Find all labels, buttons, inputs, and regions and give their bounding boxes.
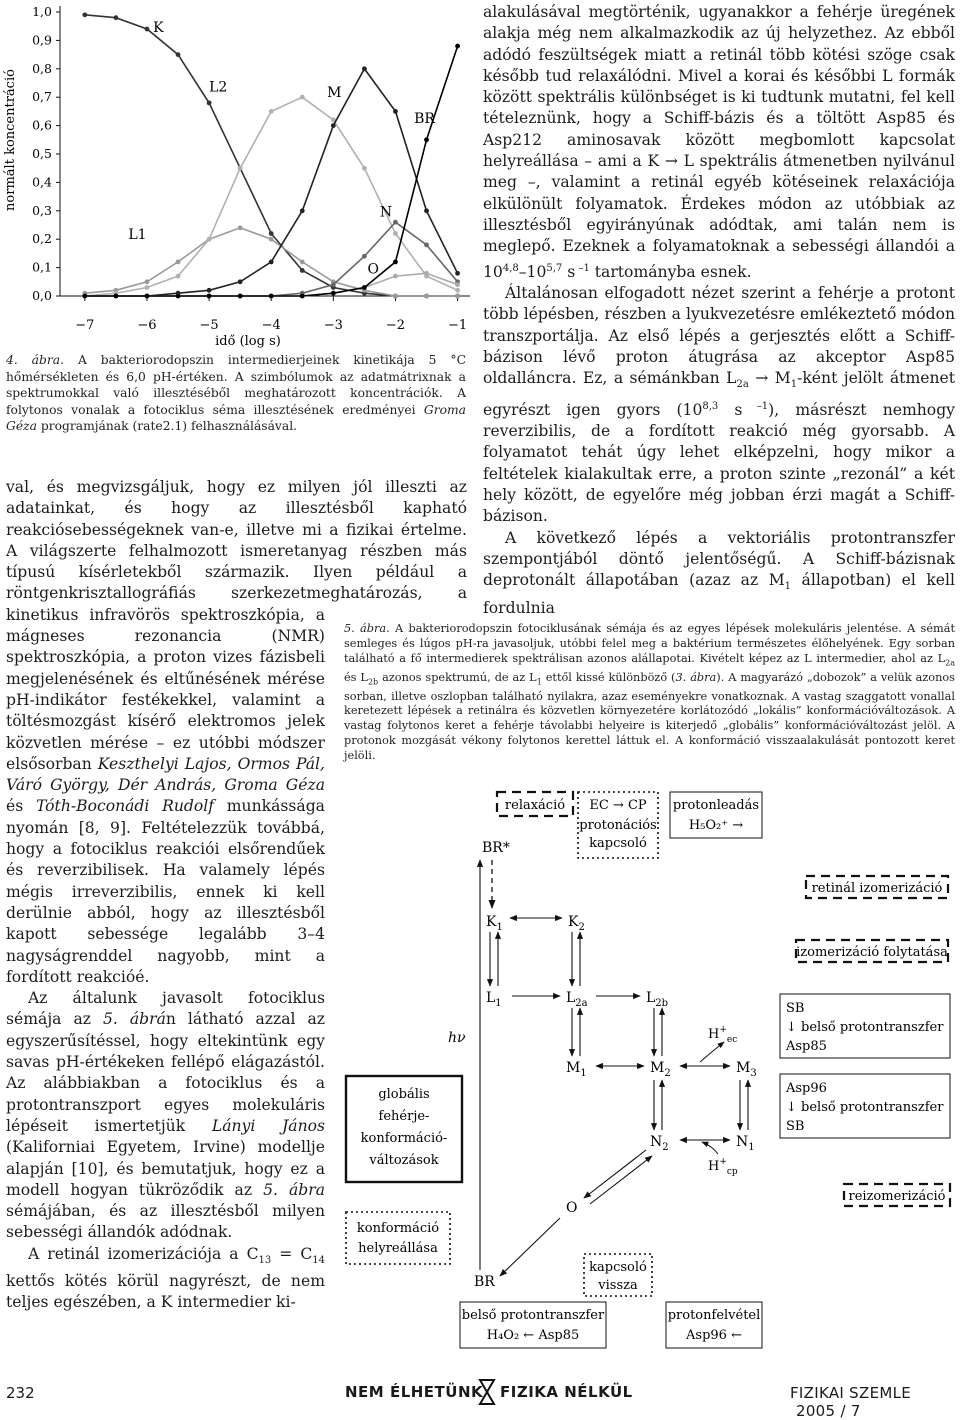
box-protonfelvetel-label: protonfelvétel	[667, 1308, 761, 1323]
chart-y-tick-label: 0,4	[32, 174, 52, 190]
chart-y-tick-label: 0,1	[32, 259, 52, 275]
chart-y-tick-label: 0,7	[32, 89, 52, 105]
svg-text:K2: $K_2$	[568, 914, 585, 933]
figure4-caption-number: 4. ábra.	[6, 353, 64, 367]
chart-point-BR	[114, 294, 119, 299]
chart-point-M	[362, 66, 367, 71]
chart-point-K	[82, 12, 87, 17]
journal-issue: 2005 / 7	[796, 1402, 861, 1420]
state-l2a	[566, 990, 588, 1009]
konf-text-line: helyreállása	[358, 1241, 438, 1256]
state-br: BR	[474, 1274, 495, 1290]
chart-point-BR	[145, 294, 150, 299]
chart-point-L1	[269, 237, 274, 242]
photocycle-scheme	[340, 780, 960, 1360]
figure4-caption-author: Groma Géza	[6, 402, 466, 433]
chart-y-axis-label: normált koncentráció	[3, 69, 18, 211]
box-belso3-label: belső protontranszfer	[461, 1308, 605, 1323]
figure5-caption-number: 5. ábra.	[344, 622, 390, 635]
state-n1	[736, 1134, 755, 1153]
state-br-star: BR*	[482, 840, 510, 856]
chart-point-L1	[176, 260, 181, 265]
glob-text-line: konformáció-	[360, 1131, 448, 1146]
box-ec-cp-label: EC → CP	[589, 798, 647, 813]
chart-point-O	[424, 271, 429, 276]
box-konformacio-label	[357, 1221, 439, 1256]
chart-series-label-M: M	[327, 85, 342, 102]
svg-text:L2b: $L_{2b}$	[646, 990, 669, 1009]
chart-point-K	[176, 52, 181, 57]
left-p2-b: n látható azzal az egyszerűsítéssel, hogy eltekintünk egy savas pH-értékeken fellépő elágazástól. Az alábbiakban a fotociklus és a protontranszport egyes molekuláris lépéseit ismertetjük	[6, 1010, 326, 1135]
chart-point-O	[455, 282, 460, 287]
left-p2-a: Az általunk javasolt fotociklus sémája az	[6, 989, 325, 1029]
left-p2-c: (Kaliforniai Egyetem, Irvine) modellje alapján [10], és bemutatjuk, hogy ez a modell hogyan tükröződik az	[6, 1138, 325, 1199]
chart-point-BR	[82, 294, 87, 299]
chart-y-tick-label: 0,0	[32, 288, 52, 303]
box-protonacios-label: protonációs	[579, 818, 657, 833]
chart-point-L2	[455, 288, 460, 293]
box-kapcsolo-label: kapcsoló	[589, 836, 647, 851]
chart-series-label-K: K	[153, 19, 164, 36]
chart-point-BR	[393, 260, 398, 265]
box-h4o2-label: H₄O₂ ← Asp85	[486, 1328, 580, 1343]
box-reizomerizacio-label: reizomerizáció	[848, 1189, 946, 1204]
box-retinal-izomerizacio-label: retinál izomerizáció	[811, 881, 943, 896]
state-m2	[650, 1060, 671, 1079]
chart-series-label-BR: BR	[414, 110, 435, 127]
box-kapcsolo-vissza-label	[589, 1260, 647, 1293]
chart-point-K	[114, 15, 119, 20]
chart-point-M	[300, 208, 305, 213]
box-sb2-label: SB	[786, 1119, 805, 1134]
box-asp85-label: Asp85	[786, 1039, 827, 1054]
chart-point-L2	[207, 237, 212, 242]
arrow-hcp-uptake	[702, 1142, 718, 1154]
left-p2-ref2: 5. ábra	[263, 1180, 325, 1199]
state-o: O	[566, 1200, 578, 1216]
chart-point-N	[362, 254, 367, 259]
chart-y-tick-label: 0,9	[32, 32, 52, 48]
svg-text:N1: $N_1$	[736, 1134, 755, 1153]
state-l1	[486, 990, 502, 1009]
arrow-n2-o	[584, 1150, 646, 1198]
box-izomerizacio-folytatasa-label: izomerizáció folytatása	[796, 945, 948, 960]
figure4-caption-tail: programjának (rate2.1) felhasználásával.	[36, 419, 298, 433]
box-globalis-label	[361, 1087, 448, 1168]
right-paragraph-3: A következő lépés a vektoriális protontranszfer szempontjából döntő jelentőségű. A Schiff-bázisnak deprotonált állapotában (azaz az $M_1$ állapotban) el kell fordulnia	[483, 528, 955, 617]
svg-text:H+ec: $H^+_{ec}$	[708, 1025, 738, 1045]
chart-point-L1	[393, 294, 398, 299]
chart-point-L2	[238, 166, 243, 171]
figure5-caption: 5. ábra. A bakteriorodopszin fotociklusának sémája és az egyes lépések molekuláris jelentése. A sémát semleges és lúgos pH-ra javasoljuk, utóbbi felel meg a baktérium természetes élőhelyének. Egy sorban található a fő intermedierek spektrálisan azonos alállapotai. Kivételt képez az L intermedier, ahol az $L_{2a}$ és $L_{2b}$ azonos spektrumú, de az $L_1$ ettől kissé különböző (3. ábra). A magyarázó „dobozok” a velük azonos sorban, illetve oszlopban található nyilakra, azaz eseményekre vonatkoznak. A vastag szaggatott vonallal keretezett lépések a retinálra és közvetlen környezetére korlátozódó „lokális” konformációváltozások. A vastag folytonos keret a fehérje távolabbi helyeire is kiterjedő „globális” konformációváltozást jelöl. A protonok mozgását vékony folytonos kerettel láttuk el. A konformáció visszaalakulását pontozott keret jelöli.	[344, 622, 955, 762]
chart-series-label-N: N	[379, 204, 393, 221]
box-konformacio-helyreallasa	[346, 1212, 450, 1264]
box-belso1-label: ↓ belső protontranszfer	[786, 1020, 944, 1035]
figure4-caption-text: A bakteriorodopszin intermedierjeinek kinetikája 5 °C hőmérsékleten és 6,0 pH-értéken. A szimbólumok az adatmátrixnak a spektrumokkal való illesztéséből meghatározott koncentrációk. A folytonos vonalak a fotociklus séma illesztésének eredményei	[6, 353, 466, 417]
chart-x-tick-label: −2	[385, 318, 406, 333]
chart-point-L2	[269, 109, 274, 114]
state-l2b	[646, 990, 668, 1009]
chart-point-L2	[300, 95, 305, 100]
chart-point-BR	[269, 294, 274, 299]
journal-name: FIZIKAI SZEMLE	[790, 1384, 912, 1402]
svg-text:M2: $M_2$	[650, 1060, 671, 1079]
state-k2	[568, 914, 585, 933]
chart-point-BR	[238, 294, 243, 299]
chart-point-BR	[455, 44, 460, 49]
state-m3	[736, 1060, 757, 1079]
kinetics-chart	[0, 0, 480, 352]
chart-point-K	[269, 231, 274, 236]
svg-text:H+cp: $H^+_{cp}$	[708, 1157, 738, 1177]
chart-point-O	[393, 274, 398, 279]
chart-x-tick-label: −5	[199, 318, 219, 333]
chart-point-K	[145, 27, 150, 32]
glob-text-line: fehérje-	[378, 1109, 430, 1124]
chart-y-tick-label: 0,8	[32, 60, 52, 76]
chart-point-BR	[207, 294, 212, 299]
chart-x-axis-label: idő (log s)	[215, 334, 281, 349]
chart-point-M	[207, 288, 212, 293]
chart-x-tick-label: −1	[447, 318, 468, 333]
left-p2-name: Lányi János	[211, 1116, 326, 1135]
svg-text:M3: $M_3$	[736, 1060, 757, 1079]
chart-x-tick-label: −4	[261, 318, 281, 333]
kapcs-text-line: kapcsoló	[589, 1260, 647, 1275]
right-paragraph-1: alakulásával megtörténik, ugyanakkor a fehérje üregének alakja még nem alkalmazkodik az új helyzethez. Az ebből adódó feszültségek miatt a retinál több kötési szöge csak később tud relaxálódni. Mivel a korai és későbbi L formák között spektrális különbséget is ki tudtunk mutatni, fel kell tételeznünk, hogy a Schiff-bázis és a töltött Asp85 és Asp212 aminosavak között megbomlott kapcsolat helyreállása – ami a K → L spektrális átmenetben nyilvánul meg –, valamint a retinál egyéb kötéseinek relaxációja elkülönült folyamatok. Érdekes módon az utóbbiak az illesztésből egyirányúnak adódtak, ami talán nem is meglepő. Ezeknek a folyamatoknak a sebességi állandói a 10$^{4,8}$–10$^{5,7}$ s $^{-1}$ tartományba esnek.	[483, 3, 956, 281]
left-p3-sub2: 14	[312, 1254, 325, 1266]
chart-y-tick-label: 0,5	[32, 146, 52, 161]
arrow-o-br	[500, 1218, 560, 1276]
left-p3-c: kettős kötés körül nagyrészt, de nem teljes egészében, a K intermedier ki-	[6, 1272, 325, 1312]
left-p1-text: val, és megvizsgáljuk, hogy ez milyen jól illeszti az adatainkat, és hogy az illesztésből kapható reakciósebességeknek van-e, illetve mi a fizikai értelme. A világszerte felhalmozott ismeretanyag részben más típusú kísérletekből származik. Ilyen például a röntgenkrisztallográfiás szerkezetmeghatározás, a kinetikus infravörös spektroszkópia, a mágneses rezonancia (NMR) spektroszkópia, a proton vizes fázisbeli megjelenésének és eltűnésének mérése pH-indikátor festékekkel, valamint a töltésmozgást kísérő elektromos jelek közvetlen mérése – ez utóbbi módszer elsősorban	[6, 478, 467, 773]
chart-point-L1	[238, 225, 243, 230]
left-p3-a: A retinál izomerizációja a C	[28, 1244, 259, 1263]
svg-text:M1: $M_1$	[566, 1060, 587, 1079]
chart-point-K	[207, 100, 212, 105]
chart-point-BR	[362, 285, 367, 290]
chart-series-L2	[85, 97, 458, 296]
box-h5o2-label: H₅O₂⁺ →	[688, 818, 744, 833]
left-p2-d: sémájában, és az illesztésből milyen sebességi állandók adódnak.	[6, 1202, 325, 1242]
chart-series-O	[85, 273, 458, 296]
chart-point-M	[424, 208, 429, 213]
box-sb1-label: SB	[786, 1001, 805, 1016]
box-protonleadas-label: protonleadás	[672, 798, 760, 813]
box-asp96-2-label: Asp96 ←	[686, 1328, 742, 1343]
chart-point-L1	[145, 279, 150, 284]
state-k1	[486, 914, 503, 933]
left-p1-and: és	[6, 797, 36, 816]
page-number: 232	[6, 1384, 35, 1402]
chart-point-L1	[455, 294, 460, 299]
footer-brand-left: NEM ÉLHETÜNK	[345, 1383, 484, 1401]
figure4-caption	[6, 352, 466, 435]
chart-y-tick-label: 1,0	[32, 4, 52, 19]
chart-x-tick-label: −7	[75, 318, 95, 333]
proton-hcp	[708, 1157, 738, 1177]
chart-point-M	[269, 260, 274, 265]
chart-point-L2	[362, 166, 367, 171]
chart-point-L2	[393, 231, 398, 236]
svg-text:K1: $K_1$	[486, 914, 503, 933]
chart-point-BR	[176, 294, 181, 299]
hourglass-logo-icon	[478, 1379, 496, 1405]
chart-point-L2	[176, 274, 181, 279]
chart-series-label-L2: L2	[209, 79, 228, 96]
chart-series-label-L1: L1	[128, 227, 147, 244]
chart-point-M	[455, 271, 460, 276]
chart-series-BR	[85, 46, 458, 296]
chart-point-N	[393, 220, 398, 225]
konf-text-line: konformáció	[356, 1221, 440, 1236]
chart-point-N	[424, 242, 429, 247]
state-n2	[650, 1134, 669, 1153]
chart-point-L2	[145, 285, 150, 290]
box-asp96-label: Asp96	[786, 1081, 827, 1096]
glob-text-line: globális	[378, 1087, 430, 1102]
light-hv: hν	[448, 1030, 466, 1046]
left-p3-sub1: 13	[258, 1254, 272, 1266]
chart-point-BR	[424, 137, 429, 142]
arrow-hec-release	[700, 1042, 724, 1062]
chart-y-tick-label: 0,2	[32, 231, 52, 247]
chart-point-M	[238, 279, 243, 284]
kapcs-text-line: vissza	[598, 1278, 638, 1293]
chart-series-label-O: O	[367, 261, 379, 278]
left-p1-name2: Tóth-Boconádi Rudolf	[35, 797, 215, 816]
footer-journal	[790, 1384, 960, 1420]
left-p1-tail: munkássága nyomán [8, 9]. Feltételezzük továbbá, hogy a fotociklus reakciói elsőrendűek és reverzibilisek. Ha valamely lépés mégis irreverzibilis, ennek ki kell derülnie abból, hogy az illesztésből kapott sebessége legalább 3–4 nagyságrenddel nagyobb, mint a fordított reakcióé.	[6, 797, 325, 986]
chart-y-tick-label: 0,6	[32, 117, 52, 133]
chart-point-BR	[300, 294, 305, 299]
state-m1	[566, 1060, 587, 1079]
chart-y-tick-label: 0,3	[32, 202, 52, 218]
box-belso2-label: ↓ belső protontranszfer	[786, 1100, 944, 1115]
box-relaxacio-label: relaxáció	[504, 798, 566, 813]
chart-point-L1	[424, 294, 429, 299]
arrow-o-n2	[590, 1156, 652, 1204]
chart-x-tick-label: −3	[323, 318, 343, 333]
footer-brand-right: FIZIKA NÉLKÜL	[500, 1383, 633, 1401]
left-p2-ref1: 5. ábrá	[102, 1010, 166, 1029]
chart-point-M	[393, 109, 398, 114]
svg-text:L2a: $L_{2a}$	[566, 990, 588, 1009]
right-column-top	[483, 2, 955, 619]
chart-point-K	[300, 268, 305, 273]
svg-text:N2: $N_2$	[650, 1134, 669, 1153]
proton-hec	[708, 1025, 737, 1045]
left-p3-b: = C	[271, 1244, 313, 1263]
svg-text:L1: $L_1$	[486, 990, 502, 1009]
left-p1-names: Keszthelyi Lajos, Ormos Pál, Váró György, Dér András, Groma Géza	[6, 754, 325, 795]
chart-point-N	[331, 282, 336, 287]
glob-text-line: változások	[369, 1153, 439, 1168]
chart-point-L1	[300, 260, 305, 265]
chart-point-BR	[331, 291, 336, 296]
chart-x-tick-label: −6	[137, 318, 157, 333]
chart-point-M	[331, 123, 336, 128]
chart-series-K	[85, 15, 458, 296]
right-paragraph-2: Általánosan elfogadott nézet szerint a fehérje a protont több lépésben, részben a lyukvezetésre emlékeztető módon transzportálja. Az első lépés a gerjesztés előtt a Schiff-bázison lévő proton átugrása az akceptor Asp85 oldalláncra. Ez, a sémánkban $L_{2a}$ → $M_1$-ként jelölt átmenet egyrészt igen gyors (10$^{8,3}$ s $^{-1}$), másrészt nemhogy reverzibilis, de a fordított reakció még gyorsabb. A folyamatot tehát úgy lehet elképzelni, hogy mikor a feltételek kialakultak erre, a proton szinte „rezonál” a két hely között, de egyelőre még jobban érzi magát a Schiff-bázison.	[483, 284, 955, 526]
